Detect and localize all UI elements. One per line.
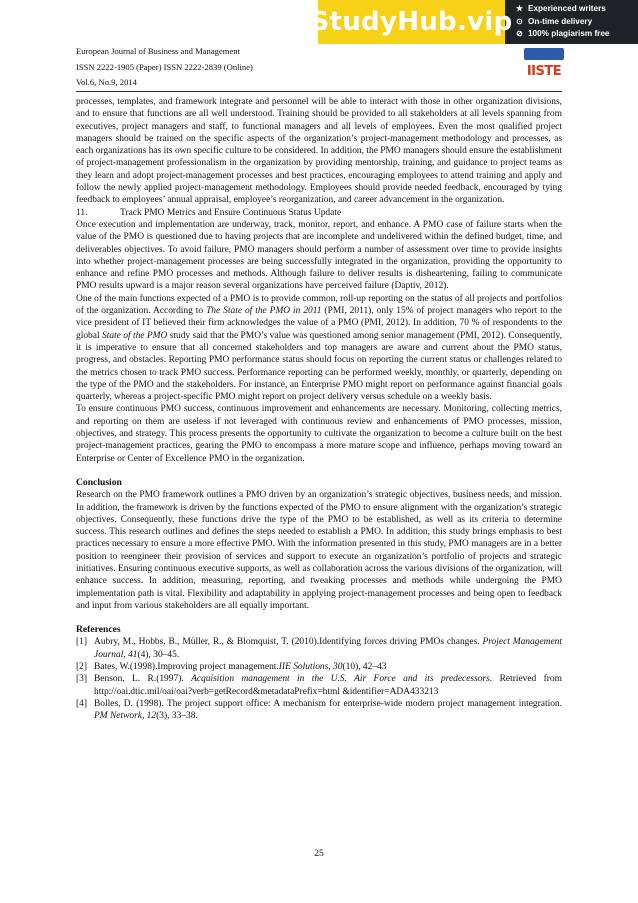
journal-title: European Journal of Business and Management <box>76 46 240 56</box>
banner-feature: ⊘ 100% plagiarism free <box>515 28 609 41</box>
star-icon: ★ <box>515 4 524 14</box>
reference-item: [1] Aubry, M., Hobbs, B., Müller, R., & Blomquist, T. (2010).Identifying forces driving PMOs changes. Project Management Journal, 41(4), 30–45. <box>76 637 562 660</box>
reference-item: [2] Bates, W.(1998).Improving project management.IIE Solutions, 30(10), 42–43 <box>76 662 387 673</box>
check-shield-icon: ⊘ <box>516 29 523 39</box>
references-heading: References <box>76 624 121 636</box>
banner-feature: ★ Experienced writers <box>515 3 609 16</box>
reference-list <box>76 636 562 722</box>
banner-brand[interactable]: StudyHub.vip <box>318 0 505 44</box>
paragraph: To ensure continuous PMO success, continuous improvement and enhancements are necessary. Monitoring, collecting metrics, and reporting on them are useless if not leveraged with continuous review and enhancements of PMO processes, mission, objectives, and strategy. This process presents the opportunity to cultivate the organization to become a culture built on the best project-management practices, gearing the PMO to encompass a more mature scope and influence, perhaps moving toward an Enterprise or Center of Excellence PMO in the organization. <box>76 404 562 464</box>
journal-header <box>76 44 253 91</box>
paragraph: One of the main functions expected of a PMO is to provide common, roll-up reporting on the status of all projects and portfolios of the organization. According to The State of the PMO in 2011 (PMI, 2011), only 15% of project managers who report to the vice president of IT believed their firm acknowledges the value of a PMO (PMI, 2012). In addition, 70 % of respondents to the global State of the PMO study said that the PMO’s value was questioned among senior management (PMI, 2012). Consequently, it is imperative to ensure that all concerned stakeholders and top managers are aware and current about the PMO status, progress, and obstacles. Reporting PMO performance status should focus on reporting the current status or challenges related to the metrics chosen to track PMO success. Performance reporting can be performed weekly, monthly, or quarterly, depending on the type of the PMO and the stakeholders. For instance, an Enterprise PMO might report on performance against financial goals quarterly, whereas a project-specific PMO might report on project delivery versus schedule on a weekly basis. <box>76 293 562 403</box>
paragraph: processes, templates, and framework integrate and personnel will be able to interact with those in other organization divisions, and to ensure that functions are all well understood. Training should be provided to all stakeholders at all levels spanning from executives, project managers and staff, to functional managers and all levels of employees. Even the most qualified project managers should be trained on the specific aspects of the organization’s project-management methodology and processes, as each organizations has its own specific culture to be considered. In addition, the PMO managers should ensure the establishment of project-management professionalism in the organization by providing mentorship, training, and guidance to project teams as they learn and adopt project-management processes and best practices, encouraging employees to attend training and apply and follow the newly applied project-management methodology. Employees should provide needed feedback, encouraged by tying feedback to employees’ annual appraisal, employee’s reorganization, and career advancement in the organization. <box>76 97 562 206</box>
ad-banner[interactable] <box>310 0 638 44</box>
iiste-logo <box>520 44 568 84</box>
paragraph: Research on the PMO framework outlines a PMO driven by an organization’s strategic objectives, business needs, and mission. In addition, the framework is driven by the functions expected of the PMO to ensure alignment with the organization’s strategic objectives. Consequently, these functions drive the type of the PMO to be established, as well as its criteria to determine success. This research outlines and defines the steps needed to establish a PMO. In addition, this study brings emphasis to best practices necessary to ensure a more effective PMO. With the information presented in this study, PMO managers are in a better position to reengineer their provision of services and support to execute an organization’s portfolio of projects and strategic initiatives. Ensuring continuous executive supports, as well as collaboration across the various divisions of the organization, will enhance success. In addition, measuring, reporting, and tweaking processes and methods while undergoing the PMO implementation path is vital. Flexibility and adaptability in applying project-management processes and being open to feedback and input from various stakeholders are all equally important. <box>76 490 562 611</box>
conclusion-heading: Conclusion <box>76 476 122 488</box>
header-divider <box>76 91 562 92</box>
journal-volume: Vol.6, No.9, 2014 <box>76 77 137 87</box>
paragraph: Once execution and implementation are underway, track, monitor, report, and enhance. A PMO case of failure starts when the value of the PMO is questioned due to having projects that are incomplete and undelivered within the defined budget, time, and deliverables objectives. To avoid failure, PMO managers should perform a number of assessment over time to provide insights into whether project-management processes are being successfully integrated in the organization, providing the opportunity to enhance and refine PMO processes and methods. Although failure to deliver results is disheartening, failing to communicate PMO results upward is a major reason several organizations have perceived failure (Daptiv, 2012). <box>76 219 562 292</box>
section-heading <box>76 207 562 219</box>
banner-feature: ⊙ On-time delivery <box>515 16 609 29</box>
check-circle-icon: ⊙ <box>516 16 523 26</box>
reference-item: [4] Bolles, D. (1998). The project support office: A mechanism for enterprise-wide modern project management integration. PM Network, 12(3), 33–38. <box>76 698 562 722</box>
article-body <box>76 96 562 723</box>
section-title: Track PMO Metrics and Ensure Continuous Status Update <box>120 207 342 218</box>
banner-features <box>505 3 609 41</box>
logo-bar <box>524 48 564 60</box>
reference-item: [3] Benson, L. R.(1997). Acquisition management in the U.S. Air Force and its predecessors. Retrieved from http://oai.dtic.mil/oai/oai?verb=getRecord&metadataPrefix=html &identifier=ADA433213 <box>76 674 562 697</box>
section-number: 11. <box>76 207 88 218</box>
page-number: 25 <box>314 849 324 859</box>
logo-text: IISTE <box>526 64 562 79</box>
journal-issn: ISSN 2222-1905 (Paper) ISSN 2222-2839 (Online) <box>76 61 253 72</box>
